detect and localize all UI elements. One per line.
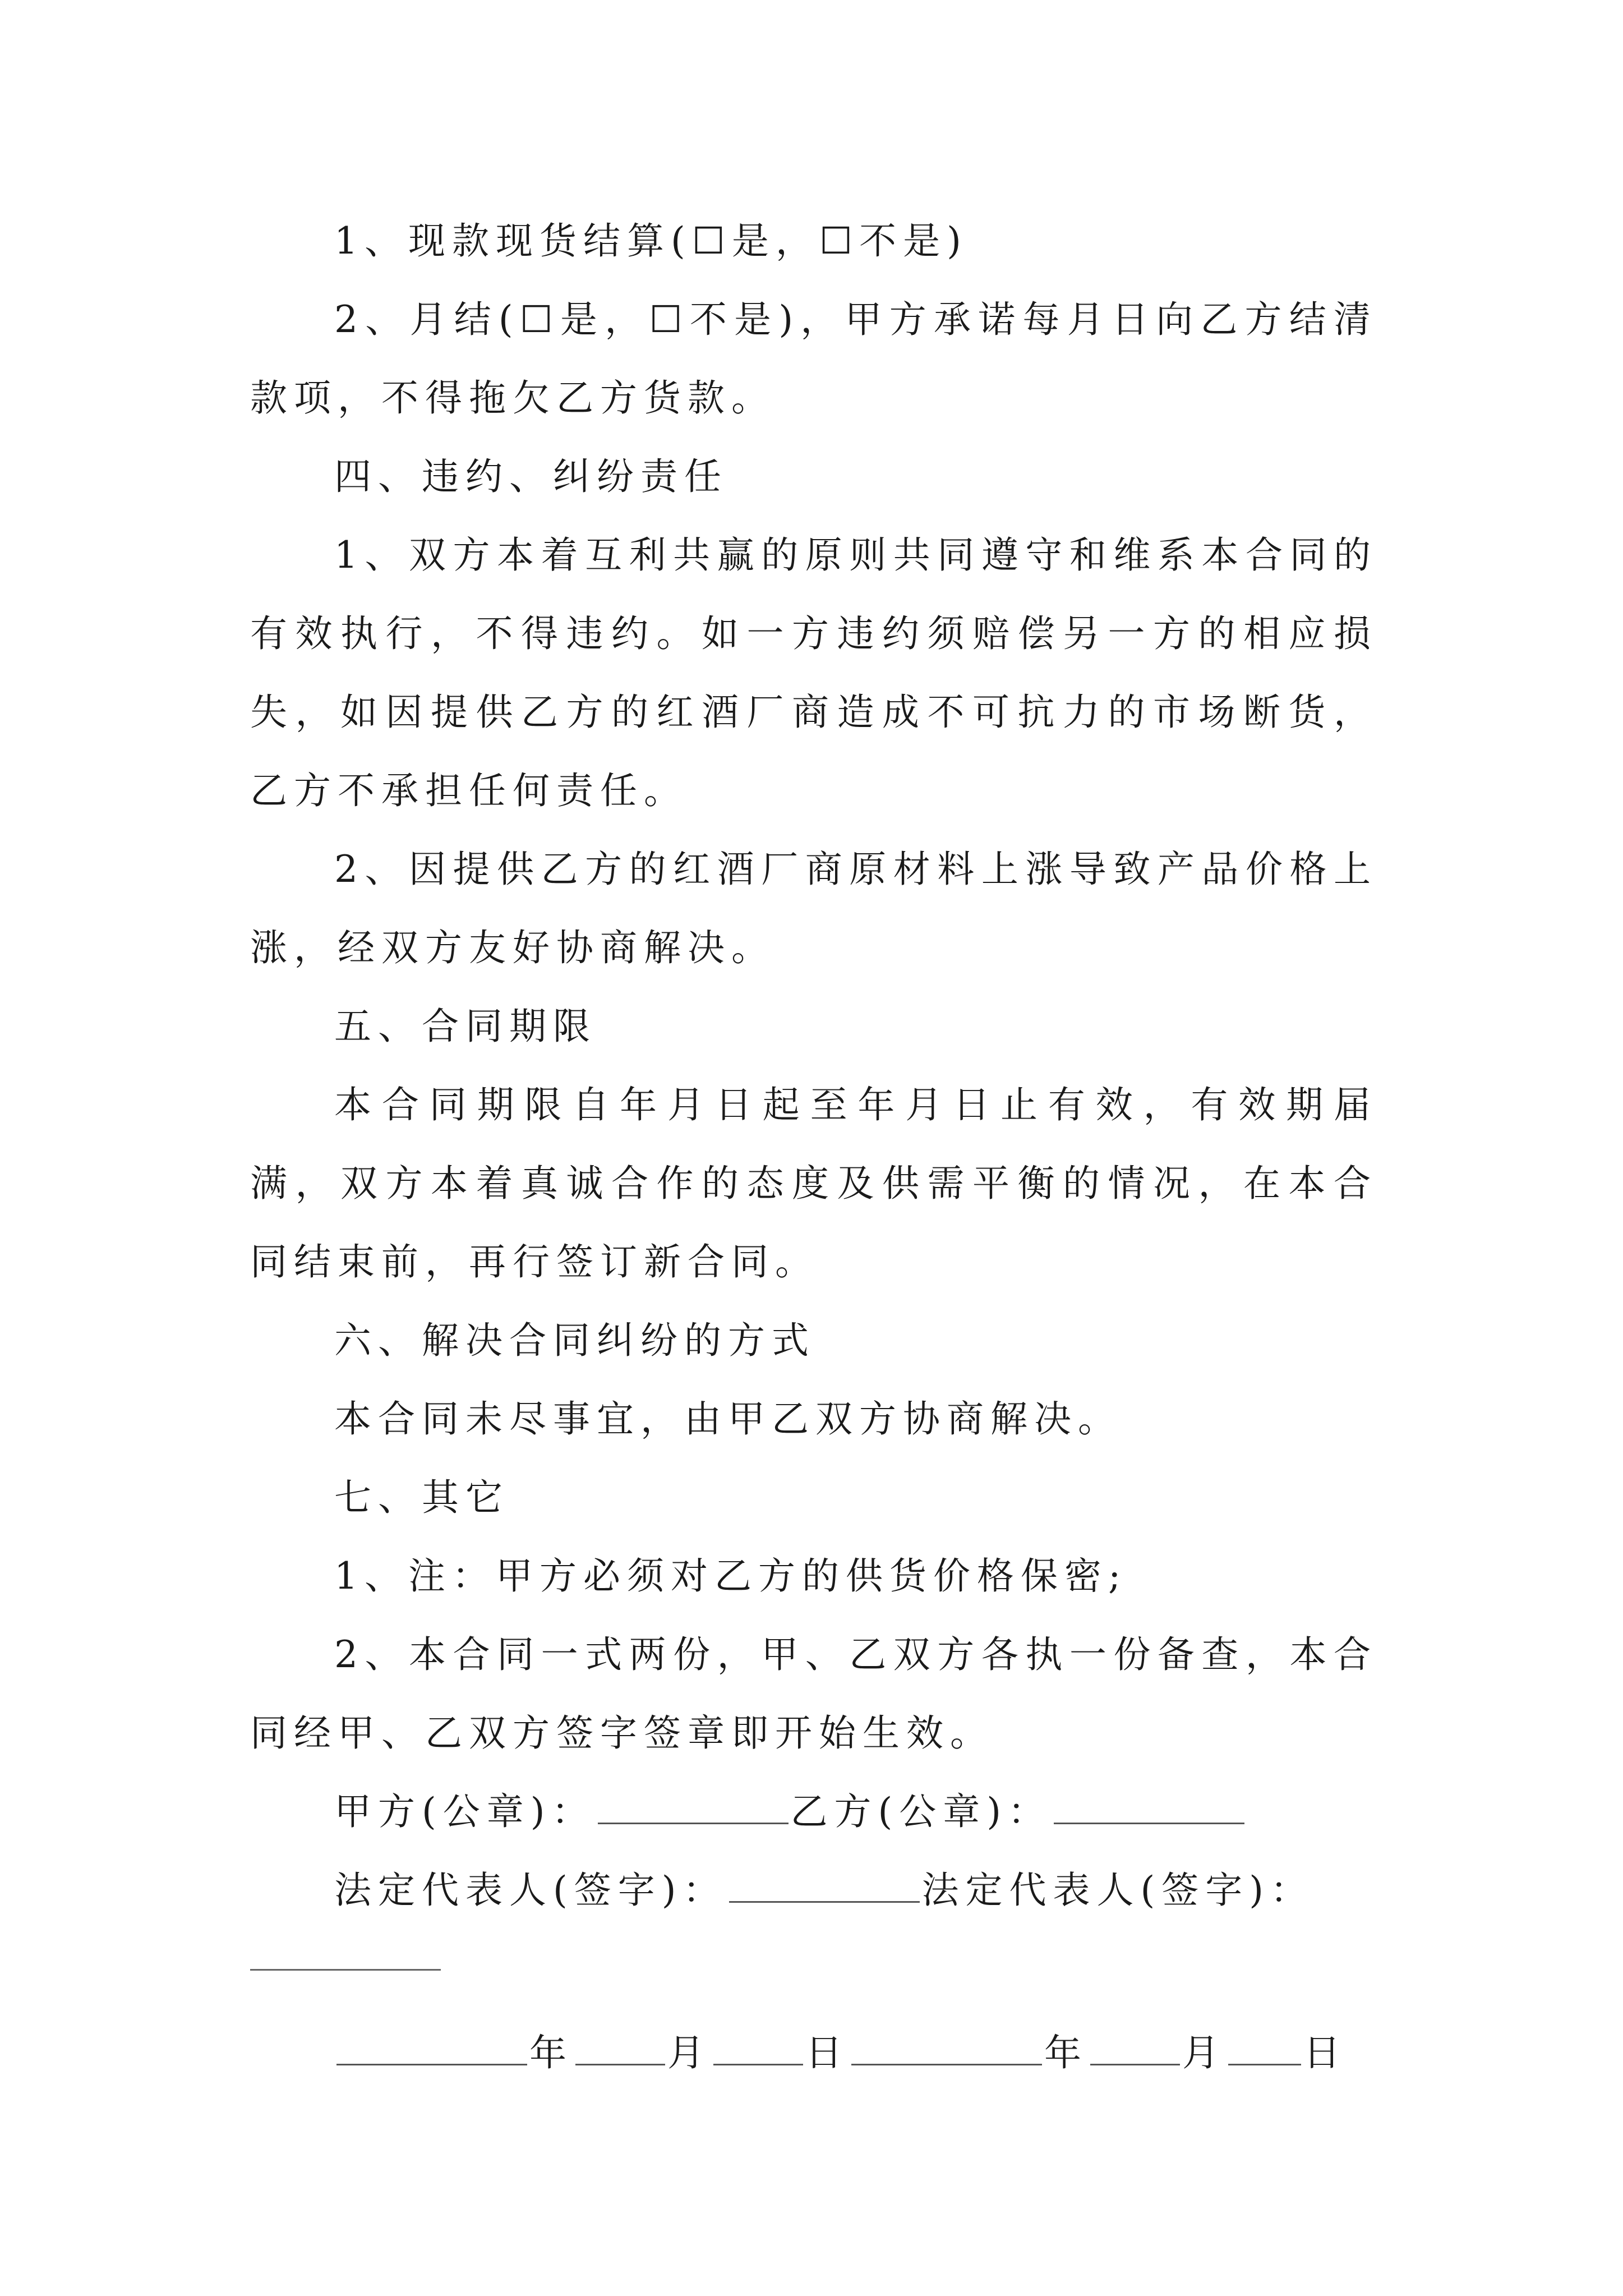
legal-rep-a-blank[interactable] [729,1867,920,1903]
date-b-month-label: 月 [1182,2031,1226,2074]
date-a-day-label: 日 [805,2031,849,2074]
heading-other: 七、其它 [334,1476,509,1519]
paragraph-dispute-resolution: 本合同未尽事宜，由甲乙双方协商解决。 [334,1397,1122,1441]
date-a-month-label: 月 [667,2031,711,2074]
date-b-day-label: 日 [1303,2031,1347,2074]
heading-contract-term: 五、合同期限 [334,1005,597,1048]
date-a-year-blank[interactable] [336,2030,527,2065]
date-row [250,2014,1377,2092]
paragraph-breach-1: 1、双方本着互利共赢的原则共同遵守和维系本合同的有效执行，不得违约。如一方违约须赔偿另一方的相应损失，如因提供乙方的红酒厂商造成不可抗力的市场断货，乙方不承担任何责任。 [250,533,1377,812]
paragraph-contract-term: 本合同期限自年月日起至年月日止有效，有效期届满，双方本着真诚合作的态度及供需平衡的情况，在本合同结束前，再行签订新合同。 [250,1083,1377,1283]
party-b-seal-label: 乙方(公章)： [790,1790,1052,1833]
rule-line [250,1969,441,1971]
legal-rep-a-label: 法定代表人(签字)： [334,1869,727,1912]
paragraph-monthly-settlement: 2、月结(☐是，☐不是)，甲方承诺每月日向乙方结清款项，不得拖欠乙方货款。 [250,298,1377,420]
paragraph-cash-settlement: 1、现款现货结算(☐是，☐不是) [334,219,968,263]
heading-breach-liability: 四、违约、纠纷责任 [334,455,728,498]
party-a-seal-blank[interactable] [598,1789,789,1824]
legal-rep-row [250,1851,1377,1930]
legal-rep-b-blank-line[interactable] [250,1930,1377,2008]
paragraph-breach-2: 2、因提供乙方的红酒厂商原材料上涨导致产品价格上涨，经双方友好协商解决。 [250,848,1377,969]
date-a-year-label: 年 [529,2031,573,2074]
legal-rep-b-label: 法定代表人(签字)： [921,1869,1314,1912]
paragraph-other-1: 1、注：甲方必须对乙方的供货价格保密; [334,1554,1128,1598]
paragraph-other-2: 2、本合同一式两份，甲、乙双方各执一份备查，本合同经甲、乙双方签字签章即开始生效。 [250,1633,1377,1755]
document-body [250,202,1377,2092]
party-b-seal-blank[interactable] [1054,1789,1244,1824]
date-b-year-label: 年 [1044,2031,1088,2074]
party-a-seal-label: 甲方(公章)： [334,1790,596,1833]
date-b-day-blank[interactable] [1228,2030,1301,2065]
date-a-day-blank[interactable] [713,2030,803,2065]
seal-row [250,1773,1377,1851]
date-b-month-blank[interactable] [1090,2030,1180,2065]
heading-dispute-resolution: 六、解决合同纠纷的方式 [334,1319,815,1362]
date-b-year-blank[interactable] [851,2030,1042,2065]
date-a-month-blank[interactable] [575,2030,665,2065]
